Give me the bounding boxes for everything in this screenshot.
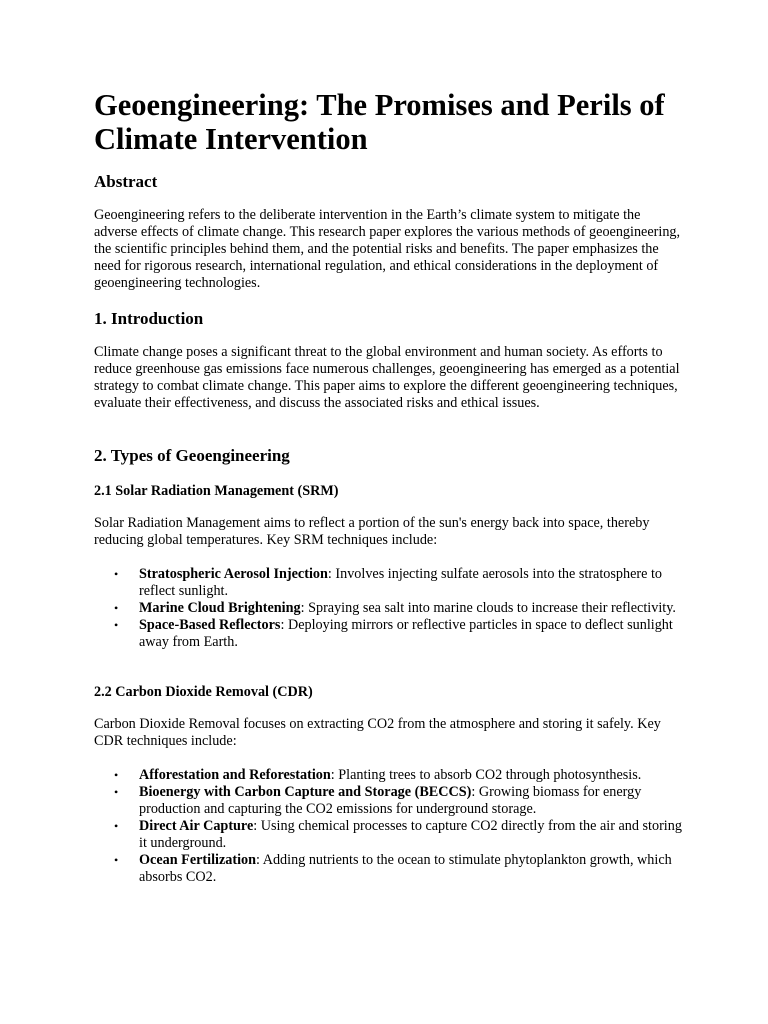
list-item	[94, 767, 684, 784]
list-item-term: Space-Based Reflectors	[139, 617, 281, 633]
list-item-desc: : Planting trees to absorb CO2 through photosynthesis.	[330, 767, 642, 783]
types-heading: 2. Types of Geoengineering	[94, 446, 290, 465]
list-item-desc: : Deploying mirrors or reflective particles in space to deflect sunlight away from Earth.	[139, 617, 673, 650]
list-item	[94, 818, 684, 852]
srm-list	[94, 566, 684, 651]
cdr-heading: 2.2 Carbon Dioxide Removal (CDR)	[94, 684, 313, 700]
list-item	[94, 600, 684, 617]
list-item	[94, 852, 684, 886]
list-item	[94, 566, 684, 600]
bullet-icon: •	[114, 618, 119, 632]
bullet-icon: •	[114, 819, 119, 833]
list-item-term: Marine Cloud Brightening	[139, 600, 301, 616]
list-item-desc: : Using chemical processes to capture CO2 directly from the air and storing it underground.	[139, 818, 682, 851]
abstract-heading: Abstract	[94, 172, 158, 191]
list-item-term: Stratospheric Aerosol Injection	[139, 566, 328, 582]
bullet-icon: •	[114, 853, 119, 867]
list-item-term: Direct Air Capture	[139, 818, 254, 834]
paper-title: Geoengineering: The Promises and Perils of Climate Intervention	[94, 88, 665, 156]
list-item-desc: : Involves injecting sulfate aerosols into the stratosphere to reflect sunlight.	[139, 566, 663, 599]
list-item	[94, 784, 684, 818]
list-item-desc: : Spraying sea salt into marine clouds to increase their reflectivity.	[300, 600, 676, 616]
list-item-term: Afforestation and Reforestation	[139, 767, 331, 783]
bullet-icon: •	[114, 785, 119, 799]
cdr-list	[94, 767, 684, 886]
intro-text: Climate change poses a significant threat to the global environment and human society. As efforts to reduce greenhouse gas emissions face numerous challenges, geoengineering has emerged as a potential strategy to combat climate change. This paper aims to explore the different geoengineering techniques, evaluate their effectiveness, and discuss the associated risks and ethical issues.	[94, 344, 680, 411]
cdr-text: Carbon Dioxide Removal focuses on extracting CO2 from the atmosphere and storing it safely. Key CDR techniques include:	[94, 716, 661, 749]
bullet-icon: •	[114, 768, 119, 782]
list-item-desc: : Growing biomass for energy production and capturing the CO2 emissions for underground storage.	[139, 784, 642, 817]
srm-text: Solar Radiation Management aims to reflect a portion of the sun's energy back into space, thereby reducing global temperatures. Key SRM techniques include:	[94, 515, 650, 548]
list-item-term: Bioenergy with Carbon Capture and Storage (BECCS)	[139, 784, 472, 800]
bullet-icon: •	[114, 567, 119, 581]
intro-heading: 1. Introduction	[94, 309, 204, 328]
list-item-desc: : Adding nutrients to the ocean to stimulate phytoplankton growth, which absorbs CO2.	[139, 852, 672, 885]
bullet-icon: •	[114, 601, 119, 615]
abstract-text: Geoengineering refers to the deliberate intervention in the Earth’s climate system to mitigate the adverse effects of climate change. This research paper explores the various methods of geoengineering, the scientific principles behind them, and the potential risks and benefits. The paper emphasizes the need for rigorous research, international regulation, and ethical considerations in the deployment of geoengineering technologies.	[94, 207, 681, 291]
list-item-term: Ocean Fertilization	[139, 852, 257, 868]
list-item	[94, 617, 684, 651]
srm-heading: 2.1 Solar Radiation Management (SRM)	[94, 483, 339, 499]
